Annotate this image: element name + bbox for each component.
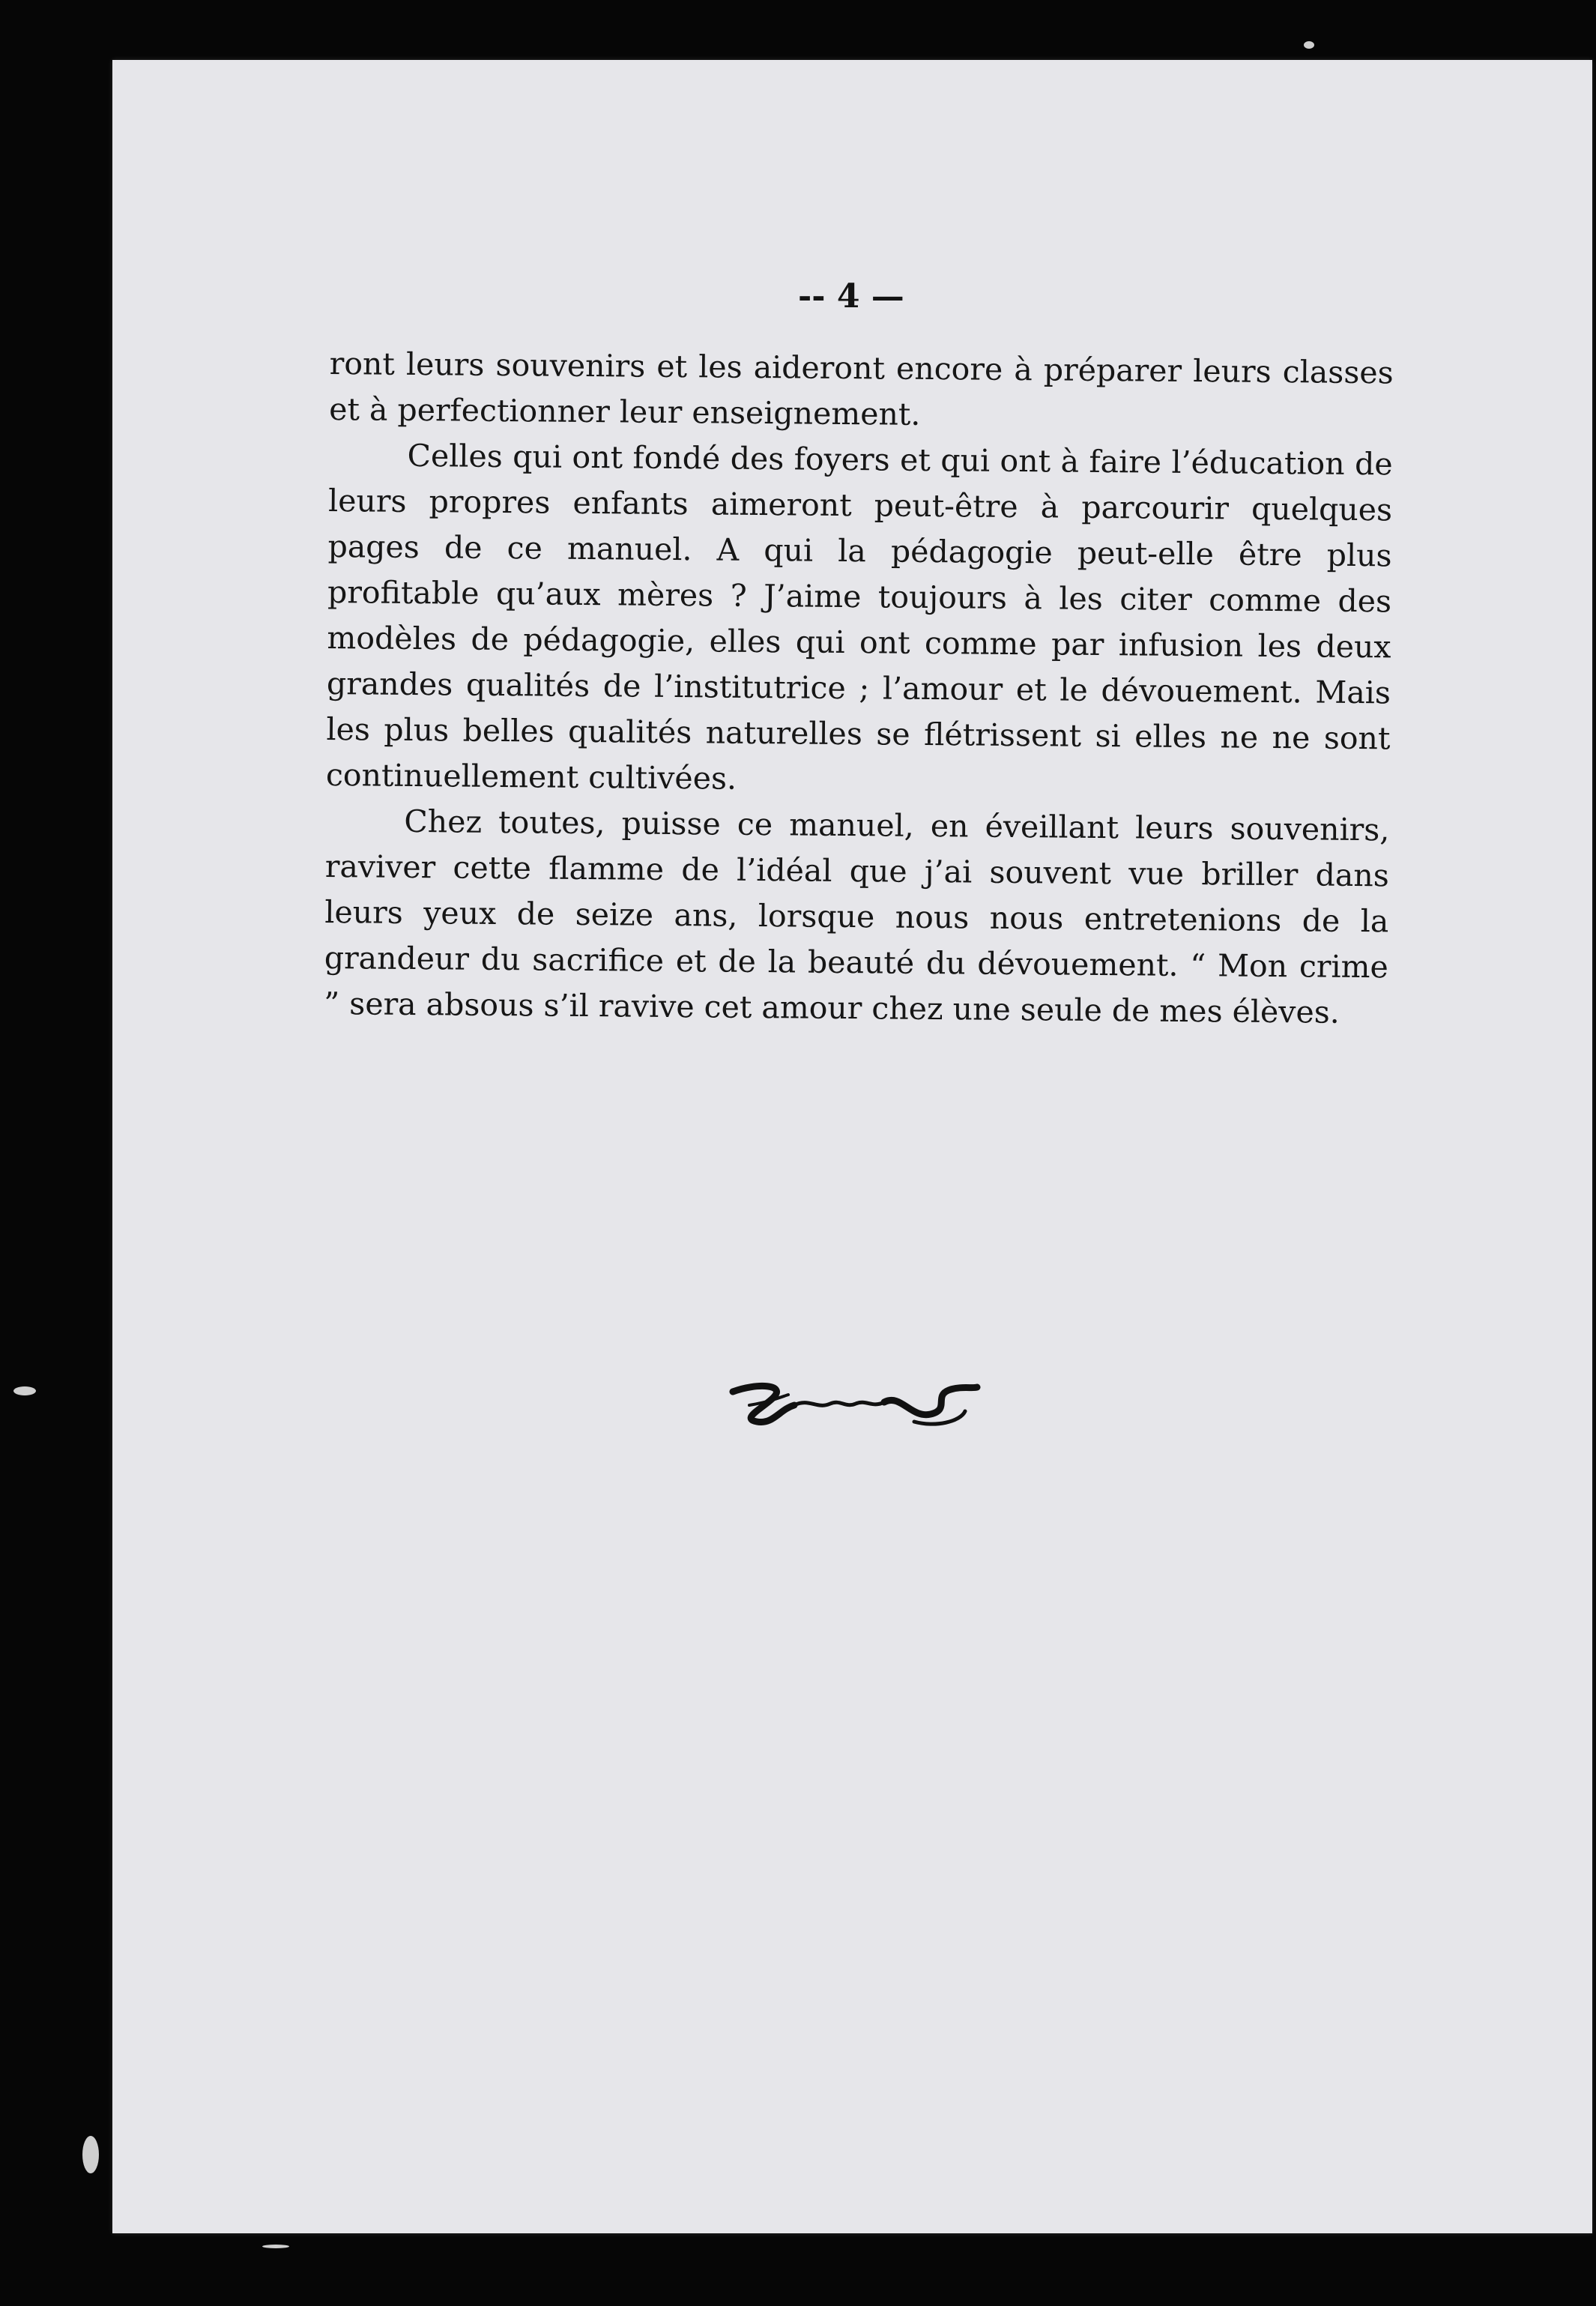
scan-speck [262, 2245, 289, 2248]
paragraph-mothers: Celles qui ont fondé des foyers et qui ont à faire l’éducation de leurs propres enfants aimeront peut-être à parcourir quelques pages de ce manuel. A qui la pédagogie peut-elle être plus profitable qu’aux mères ? J’aime toujours à les citer comme des modèles de pédagogie, elles qui ont comme par infusion les deux grandes qualités de l’institutrice ; l’amour et le dévouement. Mais les plus belles qualités naturelles se flétrissent si elles ne ne sont continuellement cultivées. [325, 437, 1393, 797]
scan-speck [13, 1386, 36, 1395]
paragraph-closing: Chez toutes, puisse ce manuel, en éveillant leurs souvenirs, raviver cette flamme de l’idéal que j’ai souvent vue briller dans leurs yeux de seize ans, lorsque nous nous entretenions de la grandeur du sacrifice et de la beauté du dévouement. “ Mon crime ” sera absous s’il ravive cet amour chez une seule de mes élèves. [324, 803, 1390, 1030]
paragraph-continuation: ront leurs souvenirs et les aideront encore à préparer leurs classes et à perfectionner leur enseignement. [328, 345, 1394, 432]
page-number: -- 4 — [798, 277, 904, 316]
scan-speck [82, 2136, 99, 2173]
body-text [324, 341, 1394, 1036]
scan-speck [1304, 41, 1314, 49]
decorative-tailpiece-icon [727, 1375, 982, 1435]
